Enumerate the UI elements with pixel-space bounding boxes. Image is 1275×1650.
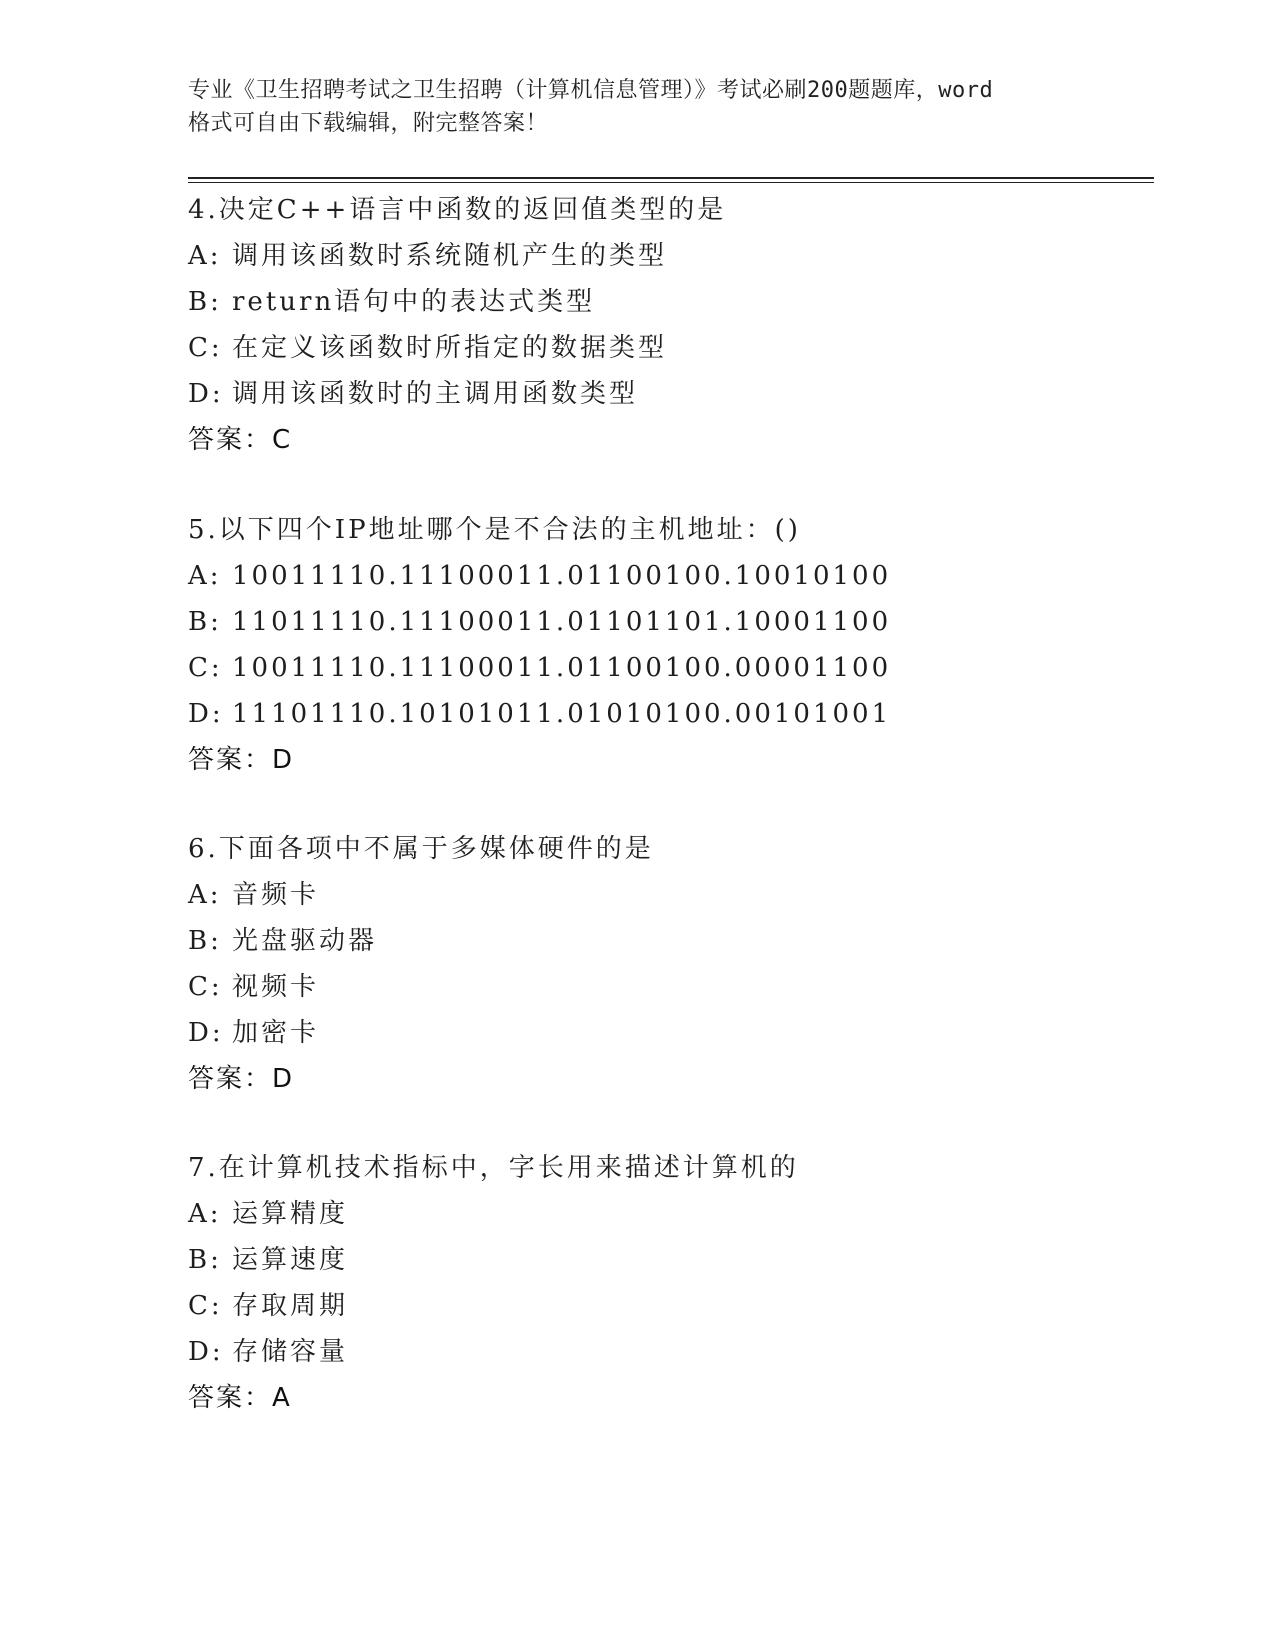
header-line-1: 专业《卫生招聘考试之卫生招聘（计算机信息管理）》考试必刷200题题库，word: [188, 78, 994, 103]
option-letter: A:: [188, 241, 222, 271]
answer-line: [188, 737, 1148, 783]
option-a: [188, 553, 1148, 599]
option-c: [188, 1283, 1148, 1329]
option-text: 运算速度: [232, 1245, 349, 1275]
option-text: 存储容量: [232, 1337, 349, 1367]
header-line-2: 格式可自由下载编辑，附完整答案！: [188, 111, 549, 136]
option-d: [188, 691, 1148, 737]
header-divider-thick: [188, 177, 1154, 179]
option-letter: D:: [188, 379, 224, 409]
option-text: 调用该函数时系统随机产生的类型: [232, 241, 668, 271]
option-letter: C:: [188, 1291, 223, 1321]
option-letter: B:: [188, 607, 222, 637]
option-d: [188, 371, 1148, 417]
option-b: [188, 918, 1148, 964]
answer-label: 答案：: [188, 1383, 273, 1413]
option-letter: A:: [188, 880, 222, 910]
option-text: 存取周期: [232, 1291, 349, 1321]
question-stem: 4.决定C++语言中函数的返回值类型的是: [188, 195, 727, 225]
option-b: [188, 279, 1148, 325]
option-d: [188, 1010, 1148, 1056]
question-5: [188, 507, 1148, 783]
option-letter: A:: [188, 1199, 222, 1229]
option-letter: C:: [188, 333, 223, 363]
answer-value: A: [272, 1383, 290, 1413]
question-7: [188, 1145, 1148, 1421]
option-d: [188, 1329, 1148, 1375]
option-text: 11011110.11100011.01101101.10001100: [232, 607, 892, 637]
answer-label: 答案：: [188, 745, 273, 775]
option-c: [188, 325, 1148, 371]
answer-value: D: [272, 1064, 293, 1094]
option-text: 在定义该函数时所指定的数据类型: [232, 333, 668, 363]
option-a: [188, 872, 1148, 918]
answer-line: [188, 1375, 1148, 1421]
question-stem: 7.在计算机技术指标中，字长用来描述计算机的: [188, 1153, 799, 1183]
option-b: [188, 599, 1148, 645]
header-divider-thin: [188, 182, 1154, 183]
answer-line: [188, 417, 1148, 463]
question-stem: 5.以下四个IP地址哪个是不合法的主机地址：(): [188, 515, 801, 545]
option-letter: A:: [188, 561, 222, 591]
option-text: 调用该函数时的主调用函数类型: [232, 379, 639, 409]
option-c: [188, 964, 1148, 1010]
question-stem: 6.下面各项中不属于多媒体硬件的是: [188, 834, 654, 864]
option-letter: B:: [188, 287, 222, 317]
answer-line: [188, 1056, 1148, 1102]
option-c: [188, 645, 1148, 691]
option-a: [188, 1191, 1148, 1237]
document-header: [188, 74, 1088, 140]
option-letter: D:: [188, 699, 224, 729]
option-letter: B:: [188, 926, 222, 956]
option-text: 音频卡: [232, 880, 320, 910]
option-text: 11101110.10101011.01010100.00101001: [232, 699, 892, 729]
option-text: 光盘驱动器: [232, 926, 378, 956]
answer-label: 答案：: [188, 425, 273, 455]
option-letter: C:: [188, 972, 223, 1002]
option-text: 视频卡: [232, 972, 320, 1002]
answer-label: 答案：: [188, 1064, 273, 1094]
option-text: return语句中的表达式类型: [232, 287, 596, 317]
question-4: [188, 187, 1148, 463]
option-letter: D:: [188, 1018, 224, 1048]
option-text: 运算精度: [232, 1199, 349, 1229]
option-text: 10011110.11100011.01100100.00001100: [232, 653, 892, 683]
option-text: 10011110.11100011.01100100.10010100: [232, 561, 892, 591]
option-letter: D:: [188, 1337, 224, 1367]
answer-value: D: [272, 745, 293, 775]
question-6: [188, 826, 1148, 1102]
option-a: [188, 233, 1148, 279]
option-letter: B:: [188, 1245, 222, 1275]
option-letter: C:: [188, 653, 223, 683]
answer-value: C: [272, 425, 291, 455]
option-text: 加密卡: [232, 1018, 320, 1048]
option-b: [188, 1237, 1148, 1283]
